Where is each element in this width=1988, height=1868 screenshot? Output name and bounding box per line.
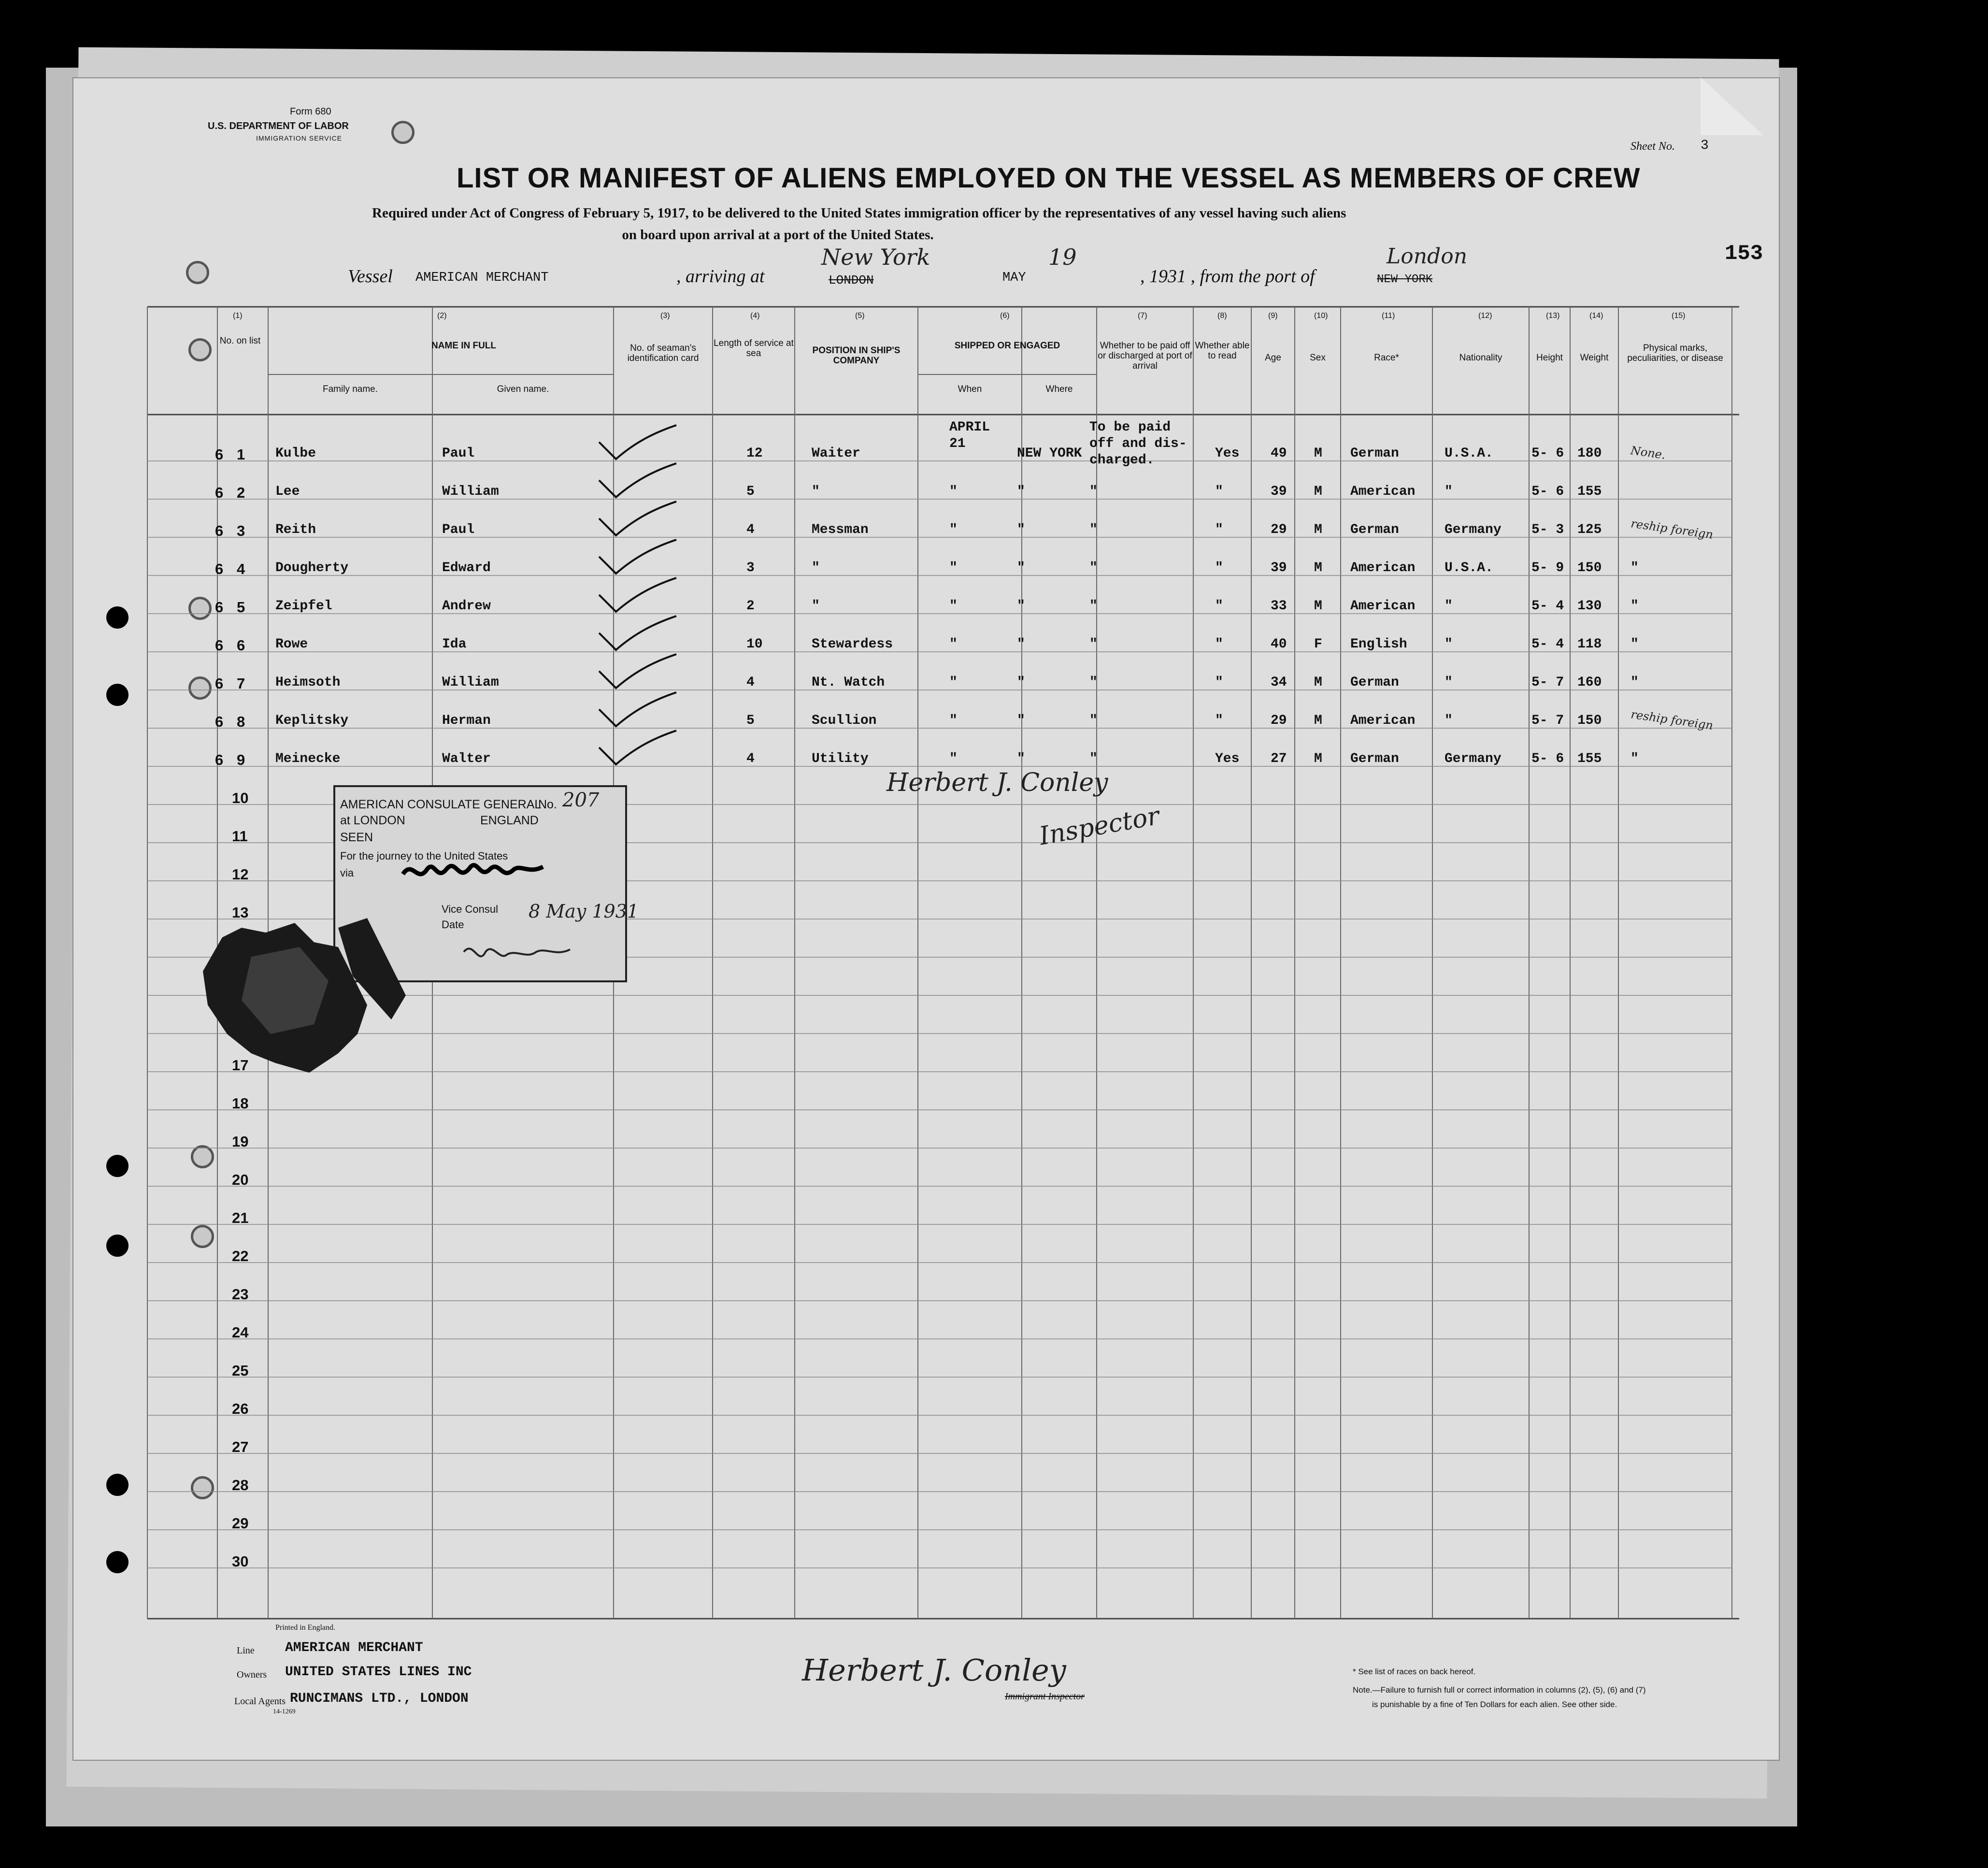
paid-off: " (1089, 484, 1098, 499)
shipped-where: " (1017, 713, 1025, 728)
row-number: 1 (237, 446, 245, 463)
nationality: " (1445, 713, 1453, 728)
ring-hole-icon (191, 1145, 214, 1168)
age: 29 (1271, 522, 1287, 537)
physical-marks: None. (1630, 444, 1667, 462)
row-number: 9 (237, 751, 245, 768)
position: " (812, 484, 820, 499)
race: German (1350, 446, 1399, 461)
punch-hole-icon (106, 1235, 129, 1257)
physical-marks: " (1630, 560, 1639, 575)
col-nationality: Nationality (1459, 353, 1502, 363)
given-name: Paul (442, 522, 475, 537)
race: German (1350, 675, 1399, 690)
sex: M (1314, 751, 1322, 766)
row-number: 7 (237, 675, 245, 692)
weight: 125 (1577, 522, 1602, 537)
nationality: " (1445, 599, 1453, 614)
race: German (1350, 751, 1399, 766)
given-name: William (442, 675, 499, 690)
initials-scribble-icon (459, 937, 575, 971)
empty-row-number: 28 (232, 1477, 249, 1494)
paid-off: " (1089, 675, 1098, 690)
empty-row-number: 26 (232, 1400, 249, 1417)
arriving-port-struck: LONDON (829, 273, 874, 287)
weight: 130 (1577, 599, 1602, 614)
family-name: Meinecke (275, 751, 341, 766)
age: 39 (1271, 484, 1287, 499)
length-of-service: 4 (746, 751, 755, 766)
empty-row-number: 18 (232, 1095, 249, 1112)
punch-hole-icon (106, 606, 129, 629)
stamp-seen: SEEN (340, 831, 373, 844)
stamp-consulate: AMERICAN CONSULATE GENERAL (340, 798, 542, 811)
printed-in: Printed in England. (275, 1624, 335, 1632)
column-number: (4) (750, 312, 760, 320)
able-to-read: " (1215, 637, 1223, 652)
sheet-number: 3 (1701, 138, 1709, 153)
height: 5- 9 (1531, 560, 1564, 575)
nationality: " (1445, 637, 1453, 652)
nationality: U.S.A. (1445, 446, 1493, 461)
race: American (1350, 599, 1416, 614)
weight: 150 (1577, 713, 1602, 728)
position: Waiter (812, 446, 860, 461)
paid-off: " (1089, 637, 1098, 652)
department: U.S. DEPARTMENT OF LABOR (208, 121, 349, 131)
position: Utility (812, 751, 869, 766)
col-weight: Weight (1580, 353, 1609, 363)
arriving-label: , arriving at (676, 266, 765, 287)
subtitle-line-1: Required under Act of Congress of February 5, 1917, to be delivered to the United States immigration officer by the representatives of any vessel having such aliens (372, 205, 1346, 221)
seal-ribbon-icon (333, 918, 411, 1024)
position: Scullion (812, 713, 877, 728)
age: 39 (1271, 560, 1287, 575)
length-of-service: 12 (746, 446, 763, 461)
length-of-service: 4 (746, 675, 755, 690)
shipped-when: APRIL 21 (949, 420, 990, 451)
empty-row-number: 22 (232, 1248, 249, 1264)
family-name: Rowe (275, 637, 308, 652)
nationality: " (1445, 484, 1453, 499)
ring-hole-icon (391, 121, 415, 144)
row-prefix: 6 (215, 599, 224, 616)
row-prefix: 6 (215, 637, 224, 654)
shipped-when: " (949, 713, 958, 728)
length-of-service: 3 (746, 560, 755, 575)
race: American (1350, 713, 1416, 728)
height: 5- 6 (1531, 446, 1564, 461)
col-able-read: Whether able to read (1195, 341, 1250, 361)
check-mark-icon (597, 690, 679, 729)
ring-hole-icon (191, 1225, 214, 1248)
penalty-note-1: Note.—Failure to furnish full or correct information in columns (2), (5), (6) and (7) (1353, 1685, 1646, 1695)
physical-marks: reship foreign (1630, 517, 1714, 542)
column-number: (7) (1138, 312, 1147, 320)
shipped-when: " (949, 484, 958, 499)
col-length-service: Length of service at sea (714, 338, 794, 359)
check-mark-icon (597, 537, 679, 576)
empty-row-number: 29 (232, 1515, 249, 1532)
shipped-when: " (949, 522, 958, 537)
col-seaman-card: No. of seaman's identification card (627, 343, 699, 363)
position: Messman (812, 522, 869, 537)
column-number: (9) (1268, 312, 1278, 320)
form-number: Form 680 (290, 106, 331, 117)
row-prefix: 6 (215, 522, 224, 539)
stamp-no-value: 207 (562, 789, 600, 811)
length-of-service: 5 (746, 713, 755, 728)
weight: 160 (1577, 675, 1602, 690)
able-to-read: " (1215, 599, 1223, 614)
check-mark-icon (597, 728, 679, 767)
arriving-port-handwritten: New York (821, 244, 930, 270)
check-mark-icon (597, 499, 679, 538)
empty-row-number: 12 (232, 866, 249, 883)
family-name: Reith (275, 522, 316, 537)
shipped-where: " (1017, 599, 1025, 614)
col-family-name: Family name. (322, 384, 378, 394)
sex: F (1314, 637, 1322, 652)
able-to-read: " (1215, 484, 1223, 499)
ring-hole-icon (188, 597, 212, 620)
check-mark-icon (597, 575, 679, 614)
position: " (812, 599, 820, 614)
agents-value: RUNCIMANS LTD., LONDON (290, 1691, 469, 1706)
row-number: 3 (237, 522, 245, 539)
stamp-no-label: No. (538, 798, 557, 811)
check-mark-icon (597, 652, 679, 690)
year-port-label: , 1931 , from the port of (1140, 266, 1315, 287)
empty-row-number: 10 (232, 790, 249, 806)
column-number: (1) (233, 312, 243, 320)
race: American (1350, 560, 1416, 575)
stamp-date-value: 8 May 1931 (529, 901, 639, 922)
empty-row-number: 11 (232, 828, 248, 845)
col-height: Height (1536, 353, 1563, 363)
race-note: * See list of races on back hereof. (1353, 1667, 1476, 1676)
height: 5- 6 (1531, 484, 1564, 499)
col-when: When (958, 384, 982, 394)
sex: M (1314, 675, 1322, 690)
sex: M (1314, 522, 1322, 537)
empty-row-number: 17 (232, 1057, 249, 1074)
able-to-read: " (1215, 560, 1223, 575)
length-of-service: 2 (746, 599, 755, 614)
shipped-where: " (1017, 484, 1025, 499)
column-number: (14) (1589, 312, 1603, 320)
position: Nt. Watch (812, 675, 885, 690)
length-of-service: 5 (746, 484, 755, 499)
column-number: (6) (1000, 312, 1010, 320)
empty-row-number: 20 (232, 1171, 249, 1188)
empty-row-number: 30 (232, 1553, 249, 1570)
race: American (1350, 484, 1416, 499)
height: 5- 7 (1531, 675, 1564, 690)
row-prefix: 6 (215, 751, 224, 768)
departure-port-handwritten: London (1387, 244, 1468, 269)
departure-port-struck: NEW YORK (1377, 273, 1433, 286)
column-number: (12) (1478, 312, 1492, 320)
able-to-read: Yes (1215, 751, 1240, 766)
height: 5- 4 (1531, 637, 1564, 652)
page-number: 153 (1725, 242, 1763, 266)
agents-label: Local Agents (234, 1696, 286, 1707)
penalty-note-2: is punishable by a fine of Ten Dollars for each alien. See other side. (1372, 1700, 1617, 1709)
paid-off: " (1089, 713, 1098, 728)
owners-label: Owners (237, 1669, 267, 1680)
stamp-journey: For the journey to the United States (340, 850, 508, 862)
stamp-location: at LONDON (340, 814, 405, 827)
given-name: Walter (442, 751, 491, 766)
row-prefix: 6 (215, 675, 224, 692)
ring-hole-icon (191, 1476, 214, 1499)
column-number: (5) (855, 312, 865, 320)
empty-row-number: 25 (232, 1362, 249, 1379)
given-name: Andrew (442, 599, 491, 614)
given-name: Edward (442, 560, 491, 575)
shipped-where: NEW YORK (1017, 446, 1082, 461)
age: 34 (1271, 675, 1287, 690)
family-name: Kulbe (275, 446, 316, 461)
sex: M (1314, 560, 1322, 575)
stamp-vice-consul: Vice Consul (442, 903, 498, 915)
given-name: William (442, 484, 499, 499)
shipped-where: " (1017, 751, 1025, 766)
nationality: " (1445, 675, 1453, 690)
check-mark-icon (597, 423, 679, 461)
paid-off: " (1089, 599, 1098, 614)
able-to-read: Yes (1215, 446, 1240, 461)
column-number: (2) (437, 312, 447, 320)
arrival-day-handwritten: 19 (1048, 244, 1077, 270)
col-shipped: SHIPPED OR ENGAGED (954, 341, 1060, 351)
col-paid-off: Whether to be paid off or discharged at port of arrival (1098, 341, 1192, 371)
age: 40 (1271, 637, 1287, 652)
owners-value: UNITED STATES LINES INC (285, 1665, 472, 1680)
arrival-month: MAY (1002, 271, 1026, 285)
column-number: (13) (1546, 312, 1560, 320)
weight: 150 (1577, 560, 1602, 575)
weight: 155 (1577, 484, 1602, 499)
weight: 155 (1577, 751, 1602, 766)
punch-hole-icon (106, 1155, 129, 1177)
row-prefix: 6 (215, 484, 224, 501)
length-of-service: 4 (746, 522, 755, 537)
age: 29 (1271, 713, 1287, 728)
column-number: (11) (1382, 312, 1395, 320)
vessel-label: Vessel (348, 266, 393, 287)
given-name: Paul (442, 446, 475, 461)
stamp-date-label: Date (442, 919, 464, 931)
row-number: 6 (237, 637, 245, 654)
age: 27 (1271, 751, 1287, 766)
paid-off: " (1089, 751, 1098, 766)
sex: M (1314, 713, 1322, 728)
nationality: Germany (1445, 522, 1502, 537)
check-mark-icon (597, 614, 679, 652)
column-number: (3) (660, 312, 670, 320)
race: German (1350, 522, 1399, 537)
col-name-in-full: NAME IN FULL (431, 341, 497, 351)
paid-off: " (1089, 522, 1098, 537)
empty-row-number: 19 (232, 1133, 249, 1150)
line-value: AMERICAN MERCHANT (285, 1640, 423, 1655)
shipped-where: " (1017, 560, 1025, 575)
able-to-read: " (1215, 522, 1223, 537)
height: 5- 4 (1531, 599, 1564, 614)
col-position: POSITION IN SHIP'S COMPANY (812, 345, 901, 366)
col-sex: Sex (1310, 353, 1326, 363)
given-name: Herman (442, 713, 491, 728)
height: 5- 3 (1531, 522, 1564, 537)
line-label: Line (237, 1645, 255, 1656)
weight: 180 (1577, 446, 1602, 461)
paid-off: To be paid off and dis- charged. (1089, 420, 1187, 468)
physical-marks: " (1630, 637, 1639, 652)
sex: M (1314, 446, 1322, 461)
shipped-when: " (949, 560, 958, 575)
shipped-when: " (949, 637, 958, 652)
vessel-name: AMERICAN MERCHANT (415, 271, 549, 285)
punch-hole-icon (106, 684, 129, 706)
ring-hole-icon (186, 261, 209, 284)
shipped-where: " (1017, 522, 1025, 537)
able-to-read: " (1215, 713, 1223, 728)
family-name: Heimsoth (275, 675, 341, 690)
weight: 118 (1577, 637, 1602, 652)
physical-marks: reship foreign (1630, 707, 1714, 733)
sex: M (1314, 599, 1322, 614)
row-number: 8 (237, 713, 245, 730)
row-prefix: 6 (215, 713, 224, 730)
subtitle-line-2: on board upon arrival at a port of the United States. (622, 227, 934, 243)
row-number: 4 (237, 560, 245, 577)
ring-hole-icon (188, 676, 212, 700)
col-race: Race* (1374, 353, 1399, 363)
given-name: Ida (442, 637, 467, 652)
empty-row-number: 21 (232, 1209, 249, 1226)
position: " (812, 560, 820, 575)
shipped-when: " (949, 751, 958, 766)
able-to-read: " (1215, 675, 1223, 690)
col-physical-marks: Physical marks, peculiarities, or disease (1627, 343, 1723, 363)
family-name: Zeipfel (275, 599, 332, 614)
stamp-via: via (340, 867, 354, 879)
inspector-title: Inspector (1037, 801, 1162, 851)
race: English (1350, 637, 1407, 652)
nationality: U.S.A. (1445, 560, 1493, 575)
column-number: (10) (1314, 312, 1328, 320)
empty-row-number: 27 (232, 1438, 249, 1455)
column-number: (15) (1672, 312, 1686, 320)
age: 33 (1271, 599, 1287, 614)
height: 5- 7 (1531, 713, 1564, 728)
family-name: Keplitsky (275, 713, 349, 728)
empty-row-number: 13 (232, 904, 249, 921)
page-title: LIST OR MANIFEST OF ALIENS EMPLOYED ON THE VESSEL AS MEMBERS OF CREW (457, 162, 1641, 194)
inspector-signature: Herbert J. Conley (887, 768, 1108, 797)
check-mark-icon (597, 461, 679, 500)
footer-sig-title: Immigrant Inspector (1005, 1691, 1085, 1702)
column-number: (8) (1217, 312, 1227, 320)
col-no-on-list: No. on list (219, 336, 261, 346)
sheet-label: Sheet No. (1630, 140, 1675, 153)
length-of-service: 10 (746, 637, 763, 652)
stamp-country: ENGLAND (480, 814, 539, 827)
physical-marks: " (1630, 599, 1639, 614)
ring-hole-icon (188, 338, 212, 361)
row-number: 2 (237, 484, 245, 501)
empty-row-number: 23 (232, 1286, 249, 1303)
col-where: Where (1045, 384, 1073, 394)
row-prefix: 6 (215, 560, 224, 577)
shipped-where: " (1017, 675, 1025, 690)
paid-off: " (1089, 560, 1098, 575)
col-age: Age (1265, 353, 1281, 363)
form-code: 14-1269 (273, 1708, 296, 1715)
consul-signature-icon (398, 855, 553, 893)
shipped-when: " (949, 599, 958, 614)
family-name: Dougherty (275, 560, 349, 575)
age: 49 (1271, 446, 1287, 461)
shipped-when: " (949, 675, 958, 690)
sex: M (1314, 484, 1322, 499)
col-given-name: Given name. (497, 384, 549, 394)
punch-hole-icon (106, 1551, 129, 1573)
row-prefix: 6 (215, 446, 224, 463)
empty-row-number: 24 (232, 1324, 249, 1341)
family-name: Lee (275, 484, 300, 499)
footer-signature: Herbert J. Conley (802, 1652, 1066, 1688)
row-number: 5 (237, 599, 245, 616)
physical-marks: " (1630, 751, 1639, 766)
service-name: IMMIGRATION SERVICE (256, 134, 342, 142)
punch-hole-icon (106, 1474, 129, 1496)
height: 5- 6 (1531, 751, 1564, 766)
position: Stewardess (812, 637, 893, 652)
nationality: Germany (1445, 751, 1502, 766)
physical-marks: " (1630, 675, 1639, 690)
shipped-where: " (1017, 637, 1025, 652)
